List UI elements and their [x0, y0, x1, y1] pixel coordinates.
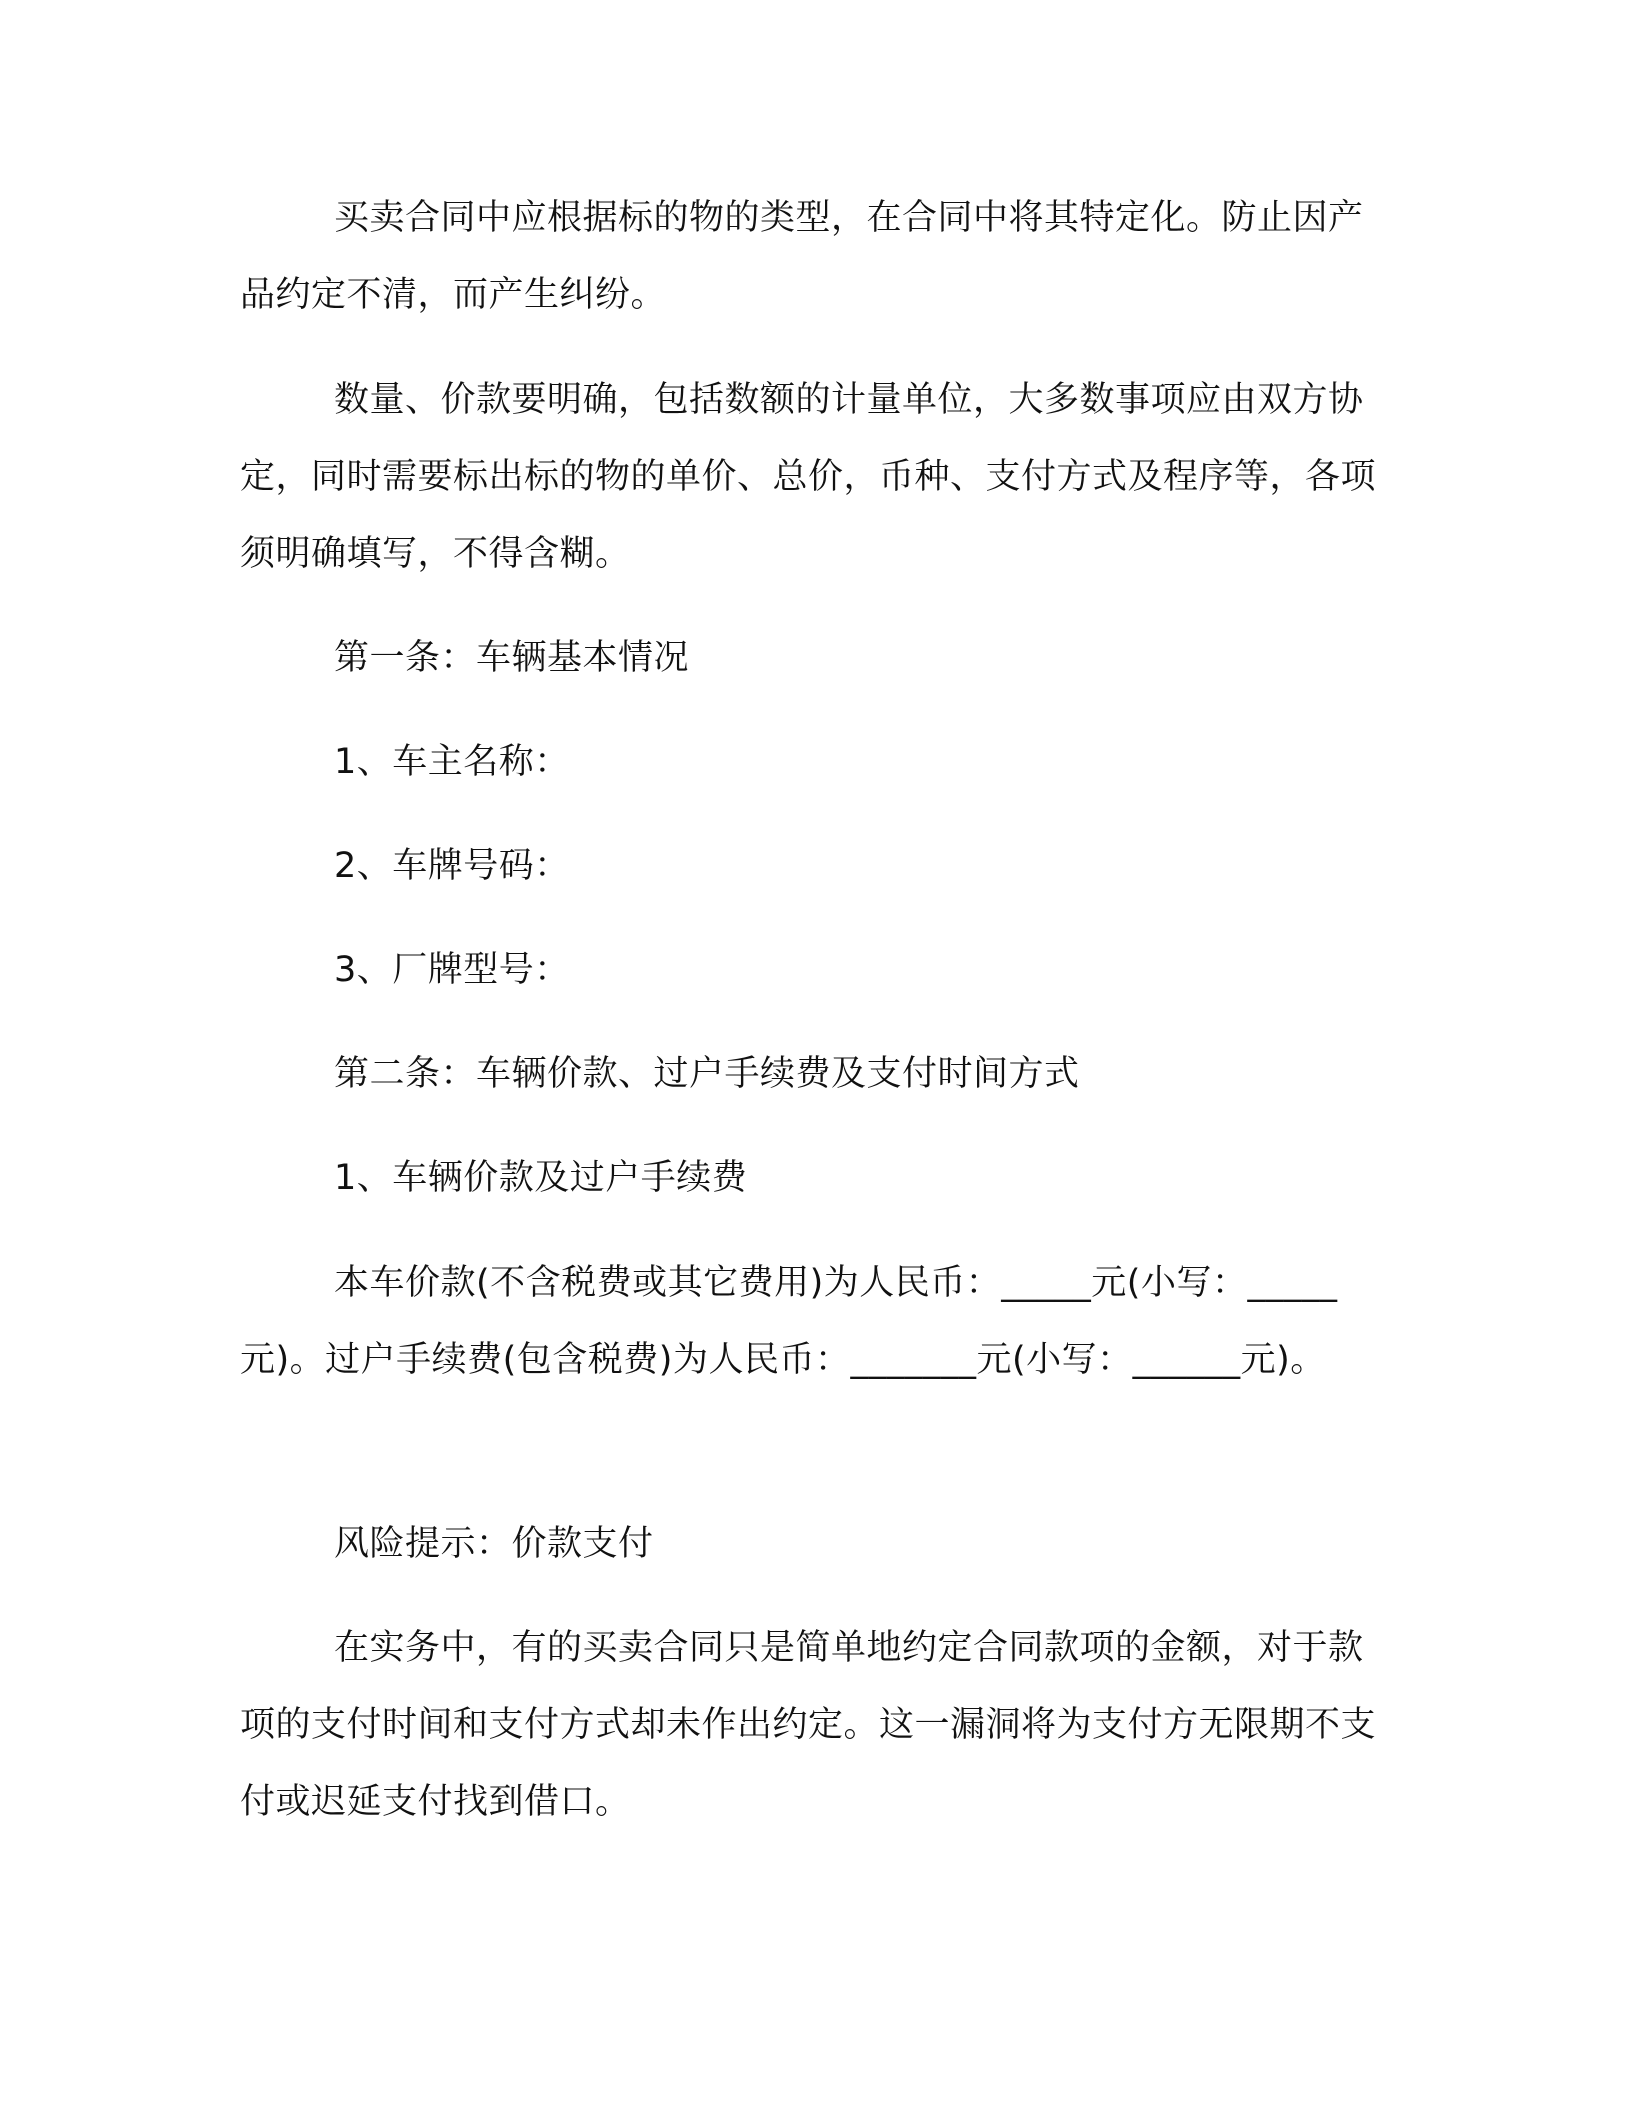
field-plate-number: 2、车牌号码： [334, 846, 570, 886]
subheading-price-and-fee: 1、车辆价款及过户手续费 [334, 1158, 748, 1198]
heading-article-two: 第二条：车辆价款、过户手续费及支付时间方式 [334, 1054, 1080, 1094]
heading-article-one: 第一条：车辆基本情况 [334, 638, 690, 678]
paragraph-specify-goods: 买卖合同中应根据标的物的类型，在合同中将其特定化。防止因产品约定不清，而产生纠纷。 [240, 198, 1364, 315]
paragraph-price-amounts: 本车价款(不含税费或其它费用)为人民币：_____元(小写：_____元)。过户手续费(包含税费)为人民币：_______元(小写：______元)。 [240, 1263, 1338, 1380]
field-owner-name: 1、车主名称： [334, 742, 570, 782]
paragraph-quantity-price: 数量、价款要明确，包括数额的计量单位，大多数事项应由双方协定，同时需要标出标的物的单价、总价，币种、支付方式及程序等，各项须明确填写，不得含糊。 [240, 380, 1377, 574]
paragraph-payment-risk: 在实务中，有的买卖合同只是简单地约定合同款项的金额，对于款项的支付时间和支付方式却未作出约定。这一漏洞将为支付方无限期不支付或迟延支付找到借口。 [240, 1628, 1377, 1822]
heading-risk-tip: 风险提示：价款支付 [334, 1524, 654, 1564]
field-brand-model: 3、厂牌型号： [334, 950, 570, 990]
